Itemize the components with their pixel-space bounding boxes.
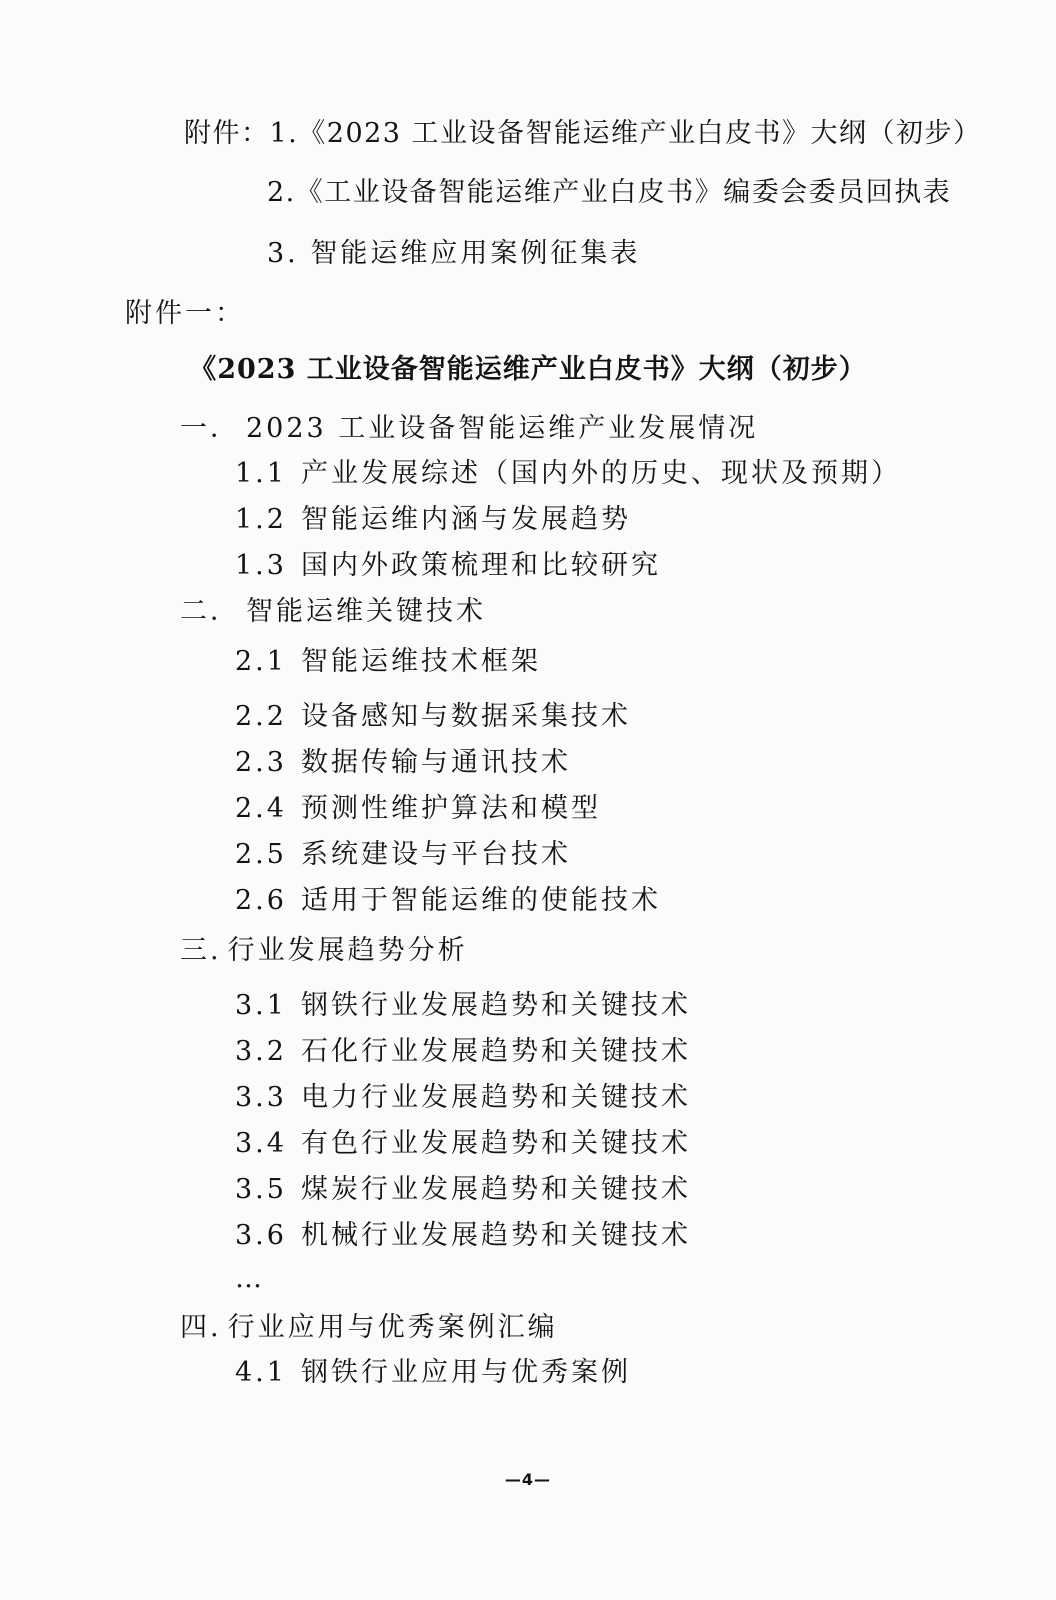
- item-number: 1.3: [235, 550, 287, 581]
- section-number: 三.: [180, 935, 222, 966]
- outline-item-3-6: [235, 1219, 691, 1253]
- item-number: 2.1: [235, 646, 287, 677]
- item-number: 2.2: [235, 701, 287, 732]
- section-number: 四.: [180, 1312, 222, 1343]
- outline-item-3-5: [235, 1173, 691, 1207]
- item-number: 2.6: [235, 885, 287, 916]
- section-title: 智能运维关键技术: [246, 596, 486, 627]
- outline-item-3-2: [235, 1035, 691, 1069]
- section-title: 行业应用与优秀案例汇编: [227, 1312, 558, 1343]
- section-heading-3: [180, 934, 468, 968]
- section-title: 2023 工业设备智能运维产业发展情况: [246, 413, 759, 444]
- item-number: 3.3: [235, 1082, 287, 1113]
- item-number: 2.3: [235, 747, 287, 778]
- item-text: 智能运维内涵与发展趋势: [300, 504, 631, 535]
- page-number: —4—: [504, 1470, 552, 1489]
- outline-item-3-1: [235, 989, 691, 1023]
- attachment-line-2: 2.《工业设备智能运维产业白皮书》编委会委员回执表: [267, 177, 952, 208]
- item-text: 设备感知与数据采集技术: [300, 701, 631, 732]
- outline-item-2-3: [235, 746, 571, 780]
- attachment-line-1: 附件：1.《2023 工业设备智能运维产业白皮书》大纲（初步）: [184, 118, 982, 149]
- section-heading-4: [180, 1311, 558, 1345]
- item-number: 3.6: [235, 1220, 287, 1251]
- item-number: 3.5: [235, 1174, 287, 1205]
- item-number: 3.1: [235, 990, 287, 1021]
- item-text: 电力行业发展趋势和关键技术: [300, 1082, 691, 1113]
- item-text: 有色行业发展趋势和关键技术: [300, 1128, 691, 1159]
- item-text: 煤炭行业发展趋势和关键技术: [300, 1174, 691, 1205]
- section-heading-1: [180, 412, 758, 446]
- item-text: 机械行业发展趋势和关键技术: [300, 1220, 691, 1251]
- outline-item-1-3: [235, 549, 661, 583]
- item-text: 预测性维护算法和模型: [300, 793, 601, 824]
- item-text: 钢铁行业发展趋势和关键技术: [300, 990, 691, 1021]
- outline-item-3-4: [235, 1127, 691, 1161]
- item-text: 系统建设与平台技术: [300, 839, 571, 870]
- outline-item-4-1: [235, 1356, 631, 1390]
- section-heading-2: [180, 595, 486, 629]
- section-number: 二．: [180, 596, 240, 627]
- item-text: 国内外政策梳理和比较研究: [300, 550, 661, 581]
- item-text: 数据传输与通讯技术: [300, 747, 571, 778]
- item-number: 4.1: [235, 1357, 287, 1388]
- continuation-ellipsis: …: [235, 1263, 264, 1294]
- item-number: 3.4: [235, 1128, 287, 1159]
- item-text: 石化行业发展趋势和关键技术: [300, 1036, 691, 1067]
- attachment-line-3: 3. 智能运维应用案例征集表: [267, 238, 641, 269]
- section-number: 一．: [180, 413, 240, 444]
- item-text: 钢铁行业应用与优秀案例: [300, 1357, 631, 1388]
- outline-item-1-2: [235, 503, 631, 537]
- document-title: 《2023 工业设备智能运维产业白皮书》大纲（初步）: [189, 354, 867, 385]
- outline-item-1-1: [235, 457, 901, 491]
- outline-item-2-2: [235, 700, 631, 734]
- item-number: 1.2: [235, 504, 287, 535]
- item-number: 2.4: [235, 793, 287, 824]
- item-number: 1.1: [235, 458, 287, 489]
- item-text: 产业发展综述（国内外的历史、现状及预期）: [300, 458, 901, 489]
- item-text: 智能运维技术框架: [300, 646, 541, 677]
- outline-item-2-4: [235, 792, 601, 826]
- section-title: 行业发展趋势分析: [227, 935, 468, 966]
- outline-item-3-3: [235, 1081, 691, 1115]
- annex-label: 附件一：: [125, 298, 245, 329]
- item-number: 2.5: [235, 839, 287, 870]
- item-number: 3.2: [235, 1036, 287, 1067]
- outline-item-2-5: [235, 838, 571, 872]
- outline-item-2-1: [235, 645, 541, 679]
- item-text: 适用于智能运维的使能技术: [300, 885, 661, 916]
- outline-item-2-6: [235, 884, 661, 918]
